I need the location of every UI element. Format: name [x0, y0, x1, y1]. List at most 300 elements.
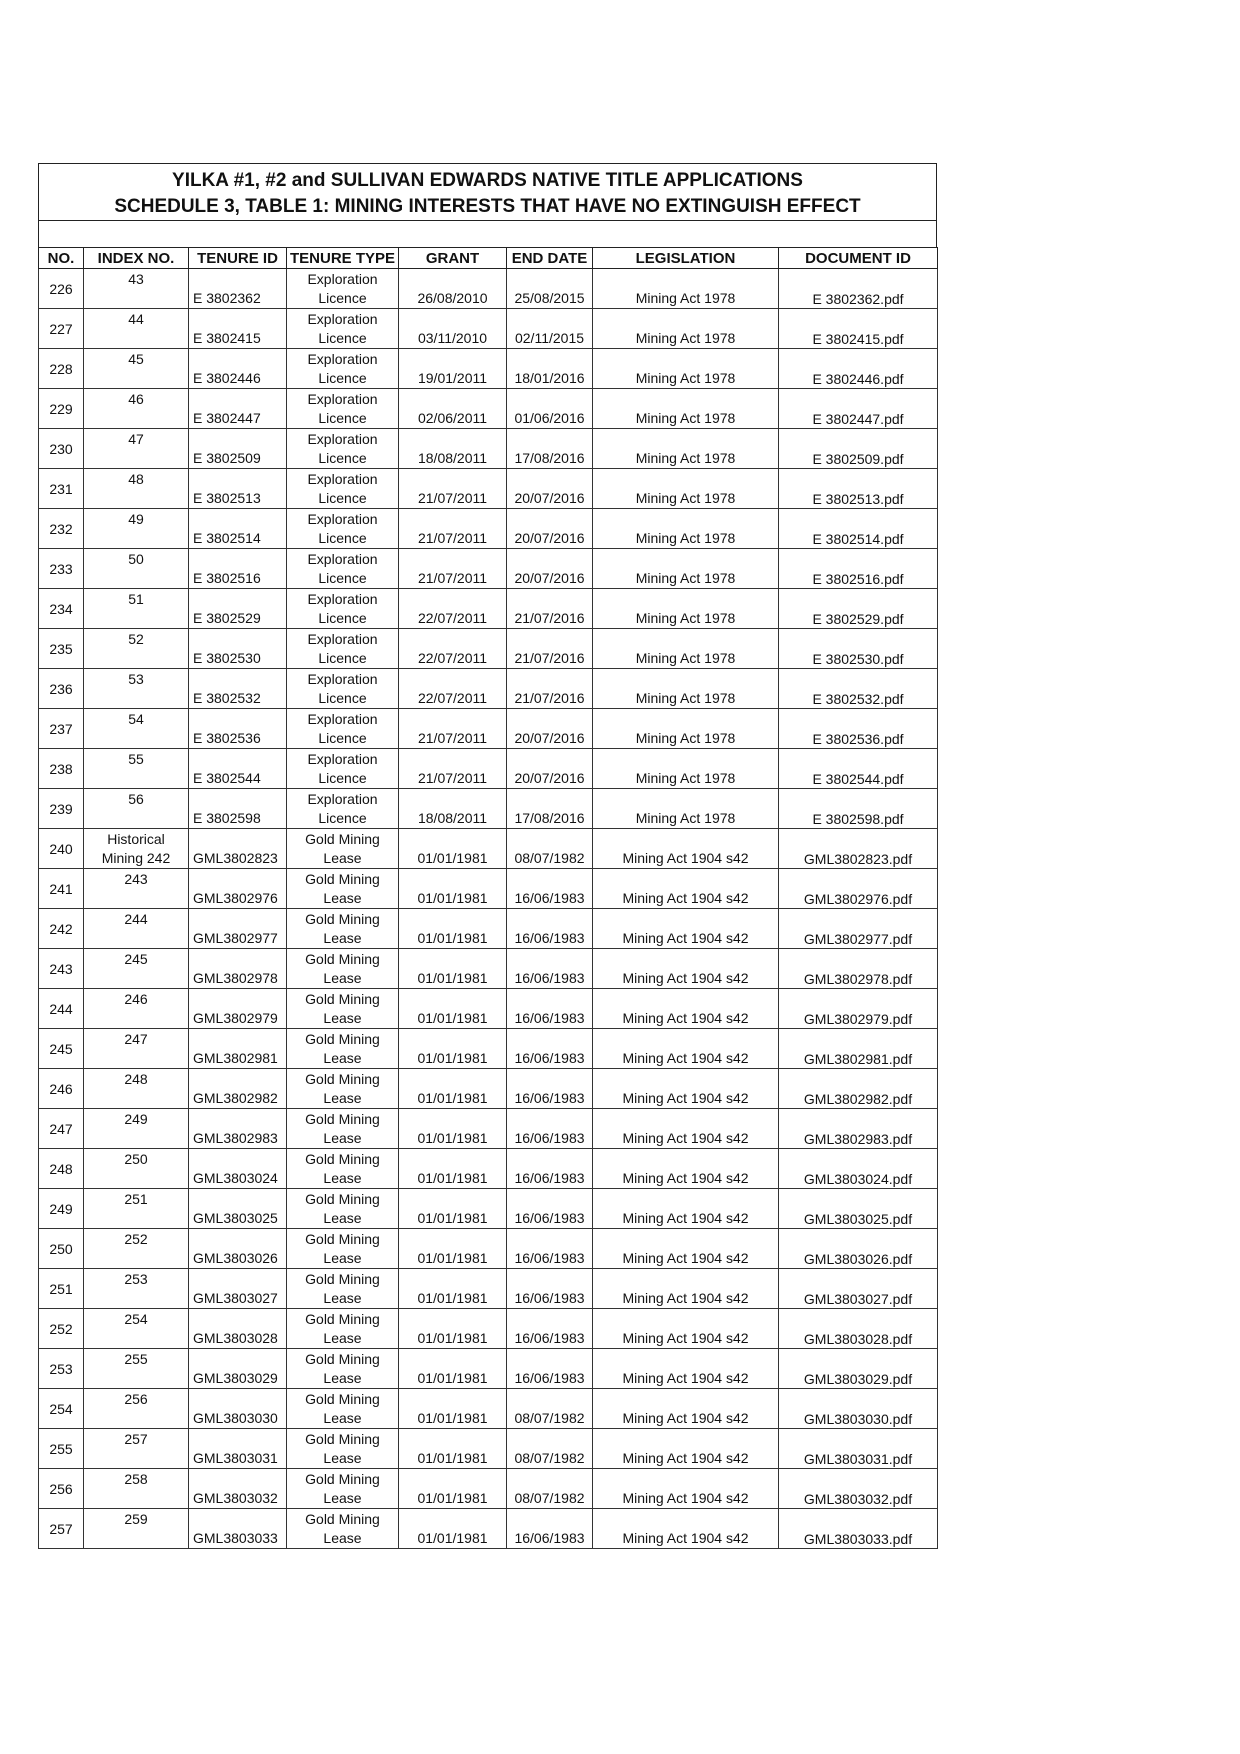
row-number-text: 246 [49, 1080, 73, 1097]
end-date: 20/07/2016 [514, 730, 585, 746]
tenure-id-cell [189, 349, 287, 389]
row-number [39, 269, 84, 309]
row-number [39, 309, 84, 349]
row-number [39, 349, 84, 389]
legislation-cell [593, 789, 779, 829]
table-row [39, 1429, 938, 1469]
tenure-type-cell [287, 549, 399, 589]
document-id-cell [779, 549, 938, 589]
tenure-type-line2: Lease [323, 1129, 362, 1146]
tenure-id-cell [189, 1149, 287, 1189]
grant-cell [399, 1429, 507, 1469]
document-id-cell [779, 269, 938, 309]
row-number-text: 231 [49, 480, 73, 497]
tenure-type-line1: Gold Mining [305, 1350, 380, 1367]
tenure-type-line1: Gold Mining [305, 1150, 380, 1167]
legislation-cell [593, 829, 779, 869]
legislation-cell [593, 1269, 779, 1309]
tenure-type-line2: Lease [323, 1209, 362, 1226]
grant-cell [399, 309, 507, 349]
document-id-cell [779, 789, 938, 829]
end-date-cell [507, 949, 593, 989]
header-no: NO. [39, 248, 84, 269]
legislation-cell [593, 1189, 779, 1229]
legislation-cell [593, 869, 779, 909]
index-cell [84, 1189, 189, 1229]
tenure-type-line2: Lease [323, 889, 362, 906]
table-row [39, 669, 938, 709]
tenure-id-cell [189, 1029, 287, 1069]
tenure-type-line2: Licence [318, 369, 367, 386]
tenure-id-cell [189, 1309, 287, 1349]
tenure-id: E 3802447 [193, 410, 261, 426]
table-row [39, 549, 938, 589]
tenure-type-line2: Lease [323, 1489, 362, 1506]
tenure-type-cell [287, 1149, 399, 1189]
tenure-type-line1: Gold Mining [305, 1110, 380, 1127]
table-row [39, 789, 938, 829]
index-number-line2: Mining 242 [101, 850, 171, 866]
tenure-type-line1: Gold Mining [305, 910, 380, 927]
table-row [39, 749, 938, 789]
tenure-id: GML3803031 [193, 1450, 278, 1466]
tenure-type-line1: Exploration [307, 310, 378, 327]
table-row [39, 1469, 938, 1509]
tenure-type-cell [287, 349, 399, 389]
tenure-id: E 3802530 [193, 650, 261, 666]
end-date: 20/07/2016 [514, 490, 585, 506]
grant-date: 01/01/1981 [417, 1170, 488, 1186]
index-number: 254 [124, 1311, 148, 1327]
document-id: E 3802532.pdf [812, 691, 904, 707]
legislation-cell [593, 1309, 779, 1349]
index-number: 256 [124, 1391, 148, 1407]
row-number [39, 869, 84, 909]
legislation: Mining Act 1904 s42 [622, 1490, 749, 1506]
end-date-cell [507, 269, 593, 309]
document-id: GML3802977.pdf [803, 931, 913, 947]
table-row [39, 269, 938, 309]
tenure-id-cell [189, 909, 287, 949]
row-number-text: 242 [49, 920, 73, 937]
grant-cell [399, 1349, 507, 1389]
tenure-type-line1: Gold Mining [305, 1190, 380, 1207]
tenure-type-line2: Lease [323, 1169, 362, 1186]
grant-cell [399, 1389, 507, 1429]
legislation-cell [593, 1349, 779, 1389]
grant-cell [399, 829, 507, 869]
table-row [39, 1389, 938, 1429]
document-id-cell [779, 749, 938, 789]
document-id-cell [779, 1149, 938, 1189]
legislation: Mining Act 1904 s42 [622, 1530, 749, 1546]
grant-date: 22/07/2011 [417, 650, 488, 666]
end-date: 21/07/2016 [514, 650, 585, 666]
row-number [39, 469, 84, 509]
grant-cell [399, 1269, 507, 1309]
grant-cell [399, 1509, 507, 1549]
legislation-cell [593, 429, 779, 469]
grant-cell [399, 1469, 507, 1509]
legislation: Mining Act 1978 [635, 730, 736, 746]
tenure-type-line2: Licence [318, 609, 367, 626]
document-id-cell [779, 1069, 938, 1109]
grant-date: 02/06/2011 [417, 410, 488, 426]
header-document-id: DOCUMENT ID [779, 248, 938, 269]
legislation-cell [593, 349, 779, 389]
tenure-type-line1: Gold Mining [305, 1470, 380, 1487]
tenure-id: GML3803024 [193, 1170, 278, 1186]
tenure-type-line2: Lease [323, 1009, 362, 1026]
document-id: E 3802529.pdf [812, 611, 904, 627]
index-number: 251 [124, 1191, 148, 1207]
tenure-id-cell [189, 1189, 287, 1229]
tenure-id: GML3803029 [193, 1370, 278, 1386]
tenure-type-cell [287, 789, 399, 829]
row-number [39, 1429, 84, 1469]
end-date: 16/06/1983 [514, 890, 585, 906]
document-id: GML3802978.pdf [803, 971, 913, 987]
row-number-text: 237 [49, 720, 73, 737]
tenure-id: GML3802977 [193, 930, 278, 946]
tenure-id-cell [189, 789, 287, 829]
tenure-type-cell [287, 1269, 399, 1309]
end-date: 08/07/1982 [514, 850, 585, 866]
legislation: Mining Act 1904 s42 [622, 1250, 749, 1266]
index-number: 252 [124, 1231, 148, 1247]
tenure-id-cell [189, 429, 287, 469]
tenure-type-line2: Lease [323, 1449, 362, 1466]
row-number [39, 1229, 84, 1269]
grant-date: 01/01/1981 [417, 1370, 488, 1386]
index-number: 44 [128, 311, 144, 327]
tenure-type-cell [287, 669, 399, 709]
row-number-text: 230 [49, 440, 73, 457]
table-row [39, 1509, 938, 1549]
index-cell [84, 549, 189, 589]
tenure-type-line2: Licence [318, 529, 367, 546]
grant-date: 18/08/2011 [417, 450, 488, 466]
tenure-type-cell [287, 1469, 399, 1509]
tenure-type-line1: Exploration [307, 350, 378, 367]
table-row [39, 1349, 938, 1389]
header-tenure-id: TENURE ID [189, 248, 287, 269]
legislation: Mining Act 1904 s42 [622, 1090, 749, 1106]
document-id: GML3803033.pdf [803, 1531, 913, 1547]
tenure-id-cell [189, 1469, 287, 1509]
document-id: GML3803025.pdf [803, 1211, 913, 1227]
grant-cell [399, 749, 507, 789]
tenure-id: GML3803028 [193, 1330, 278, 1346]
tenure-id-cell [189, 1109, 287, 1149]
index-number: 250 [124, 1151, 148, 1167]
document-id-cell [779, 669, 938, 709]
legislation-cell [593, 1109, 779, 1149]
tenure-id: E 3802362 [193, 290, 261, 306]
tenure-type-cell [287, 1349, 399, 1389]
end-date: 17/08/2016 [514, 810, 585, 826]
row-number [39, 589, 84, 629]
tenure-id: E 3802598 [193, 810, 261, 826]
end-date: 16/06/1983 [514, 1290, 585, 1306]
row-number-text: 233 [49, 560, 73, 577]
end-date-cell [507, 429, 593, 469]
tenure-type-line1: Gold Mining [305, 1310, 380, 1327]
legislation-cell [593, 709, 779, 749]
tenure-id-cell [189, 549, 287, 589]
index-cell [84, 709, 189, 749]
document-id: E 3802516.pdf [812, 571, 904, 587]
legislation: Mining Act 1978 [635, 810, 736, 826]
row-number-text: 245 [49, 1040, 73, 1057]
document-id: GML3802982.pdf [803, 1091, 913, 1107]
document-id: E 3802513.pdf [812, 491, 904, 507]
document-id: GML3803026.pdf [803, 1251, 913, 1267]
end-date-cell [507, 709, 593, 749]
tenure-type-line1: Gold Mining [305, 950, 380, 967]
grant-date: 18/08/2011 [417, 810, 488, 826]
index-number: 54 [128, 711, 144, 727]
grant-date: 21/07/2011 [417, 770, 488, 786]
index-number: 255 [124, 1351, 148, 1367]
legislation: Mining Act 1904 s42 [622, 1370, 749, 1386]
header-row [39, 248, 938, 269]
row-number [39, 749, 84, 789]
index-cell [84, 1309, 189, 1349]
index-number: 52 [128, 631, 144, 647]
legislation-cell [593, 1149, 779, 1189]
tenure-id-cell [189, 669, 287, 709]
tenure-type-line1: Gold Mining [305, 1270, 380, 1287]
end-date: 16/06/1983 [514, 1130, 585, 1146]
legislation: Mining Act 1904 s42 [622, 1450, 749, 1466]
tenure-id: GML3802983 [193, 1130, 278, 1146]
document-id-cell [779, 1189, 938, 1229]
document-id-cell [779, 1429, 938, 1469]
table-body [39, 269, 938, 1549]
index-number: 246 [124, 991, 148, 1007]
table-row [39, 629, 938, 669]
grant-cell [399, 629, 507, 669]
tenure-type-cell [287, 509, 399, 549]
table-row [39, 349, 938, 389]
row-number-text: 226 [49, 280, 73, 297]
mining-interests-table [38, 247, 938, 1549]
legislation: Mining Act 1904 s42 [622, 1170, 749, 1186]
index-number: 244 [124, 911, 148, 927]
document-id-cell [779, 349, 938, 389]
legislation-cell [593, 909, 779, 949]
table-row [39, 1229, 938, 1269]
document-id-cell [779, 469, 938, 509]
end-date-cell [507, 349, 593, 389]
tenure-type-cell [287, 1429, 399, 1469]
tenure-id-cell [189, 509, 287, 549]
header-legislation: LEGISLATION [593, 248, 779, 269]
row-number-text: 255 [49, 1440, 73, 1457]
index-cell [84, 589, 189, 629]
tenure-type-cell [287, 1109, 399, 1149]
end-date-cell [507, 749, 593, 789]
document-id-cell [779, 1469, 938, 1509]
grant-cell [399, 989, 507, 1029]
tenure-id: GML3803027 [193, 1290, 278, 1306]
schedule-sheet [38, 163, 937, 1549]
table-row [39, 989, 938, 1029]
end-date: 21/07/2016 [514, 610, 585, 626]
index-cell [84, 1149, 189, 1189]
end-date: 01/06/2016 [514, 410, 585, 426]
legislation-cell [593, 1069, 779, 1109]
index-number: 43 [128, 271, 144, 287]
tenure-type-line2: Licence [318, 689, 367, 706]
tenure-type-cell [287, 1509, 399, 1549]
end-date: 20/07/2016 [514, 570, 585, 586]
tenure-type-line1: Exploration [307, 590, 378, 607]
index-number: 48 [128, 471, 144, 487]
document-id: GML3802983.pdf [803, 1131, 913, 1147]
tenure-type-line1: Gold Mining [305, 990, 380, 1007]
row-number [39, 1309, 84, 1349]
legislation: Mining Act 1904 s42 [622, 930, 749, 946]
tenure-type-line1: Gold Mining [305, 1430, 380, 1447]
tenure-type-line1: Gold Mining [305, 1390, 380, 1407]
grant-date: 01/01/1981 [417, 1330, 488, 1346]
tenure-type-cell [287, 749, 399, 789]
tenure-type-cell [287, 309, 399, 349]
tenure-id: E 3802544 [193, 770, 261, 786]
tenure-id: E 3802529 [193, 610, 261, 626]
tenure-id-cell [189, 1229, 287, 1269]
tenure-id: GML3803026 [193, 1250, 278, 1266]
index-cell [84, 309, 189, 349]
document-id-cell [779, 1349, 938, 1389]
document-id-cell [779, 949, 938, 989]
row-number-text: 232 [49, 520, 73, 537]
grant-date: 01/01/1981 [417, 930, 488, 946]
index-number: 259 [124, 1511, 148, 1527]
document-id: GML3803027.pdf [803, 1291, 913, 1307]
tenure-type-line1: Exploration [307, 630, 378, 647]
tenure-type-line2: Licence [318, 569, 367, 586]
grant-cell [399, 1189, 507, 1229]
document-id: E 3802447.pdf [812, 411, 904, 427]
row-number-text: 253 [49, 1360, 73, 1377]
tenure-type-cell [287, 269, 399, 309]
legislation: Mining Act 1904 s42 [622, 1210, 749, 1226]
grant-date: 21/07/2011 [417, 570, 488, 586]
document-id-cell [779, 1229, 938, 1269]
row-number [39, 709, 84, 749]
tenure-id: GML3802982 [193, 1090, 278, 1106]
end-date-cell [507, 1189, 593, 1229]
grant-date: 01/01/1981 [417, 890, 488, 906]
end-date-cell [507, 1389, 593, 1429]
legislation-cell [593, 949, 779, 989]
tenure-type-line1: Exploration [307, 430, 378, 447]
tenure-type-line1: Exploration [307, 390, 378, 407]
grant-date: 01/01/1981 [417, 1490, 488, 1506]
row-number [39, 629, 84, 669]
index-cell [84, 1109, 189, 1149]
index-number: 253 [124, 1271, 148, 1287]
index-number: 245 [124, 951, 148, 967]
tenure-id: GML3802976 [193, 890, 278, 906]
end-date: 20/07/2016 [514, 770, 585, 786]
end-date: 25/08/2015 [514, 290, 585, 306]
end-date: 02/11/2015 [514, 330, 585, 346]
tenure-type-cell [287, 829, 399, 869]
document-id: E 3802509.pdf [812, 451, 904, 467]
end-date: 16/06/1983 [514, 1530, 585, 1546]
document-id: E 3802514.pdf [812, 531, 904, 547]
tenure-type-cell [287, 469, 399, 509]
tenure-id: E 3802446 [193, 370, 261, 386]
grant-cell [399, 669, 507, 709]
legislation-cell [593, 309, 779, 349]
document-id-cell [779, 389, 938, 429]
index-cell [84, 429, 189, 469]
legislation: Mining Act 1904 s42 [622, 1050, 749, 1066]
row-number-text: 250 [49, 1240, 73, 1257]
tenure-type-line1: Exploration [307, 710, 378, 727]
tenure-type-line2: Lease [323, 1409, 362, 1426]
tenure-id-cell [189, 1349, 287, 1389]
grant-date: 01/01/1981 [417, 1290, 488, 1306]
row-number-text: 239 [49, 800, 73, 817]
title-gap [38, 221, 937, 247]
document-id-cell [779, 829, 938, 869]
index-cell [84, 1349, 189, 1389]
legislation-cell [593, 509, 779, 549]
table-row [39, 709, 938, 749]
grant-date: 01/01/1981 [417, 970, 488, 986]
document-id-cell [779, 909, 938, 949]
document-id: GML3803030.pdf [803, 1411, 913, 1427]
row-number-text: 241 [49, 880, 73, 897]
grant-date: 01/01/1981 [417, 1130, 488, 1146]
legislation-cell [593, 1389, 779, 1429]
document-subtitle: SCHEDULE 3, TABLE 1: MINING INTERESTS THAT HAVE NO EXTINGUISH EFFECT [114, 196, 861, 217]
tenure-id: E 3802509 [193, 450, 261, 466]
grant-date: 01/01/1981 [417, 1410, 488, 1426]
grant-date: 26/08/2010 [417, 290, 488, 306]
index-cell [84, 349, 189, 389]
document-id: GML3802976.pdf [803, 891, 913, 907]
legislation-cell [593, 1509, 779, 1549]
table-row [39, 469, 938, 509]
index-number: 46 [128, 391, 144, 407]
tenure-type-line1: Exploration [307, 270, 378, 287]
index-cell [84, 749, 189, 789]
document-id-cell [779, 309, 938, 349]
tenure-type-cell [287, 1029, 399, 1069]
index-cell [84, 509, 189, 549]
table-row [39, 1149, 938, 1189]
tenure-type-line1: Exploration [307, 750, 378, 767]
legislation-cell [593, 269, 779, 309]
legislation-cell [593, 469, 779, 509]
index-cell [84, 1429, 189, 1469]
table-row [39, 509, 938, 549]
row-number [39, 1029, 84, 1069]
index-number: 258 [124, 1471, 148, 1487]
index-cell [84, 669, 189, 709]
tenure-id-cell [189, 869, 287, 909]
tenure-id: GML3802979 [193, 1010, 278, 1026]
tenure-type-line2: Licence [318, 649, 367, 666]
legislation: Mining Act 1904 s42 [622, 1290, 749, 1306]
